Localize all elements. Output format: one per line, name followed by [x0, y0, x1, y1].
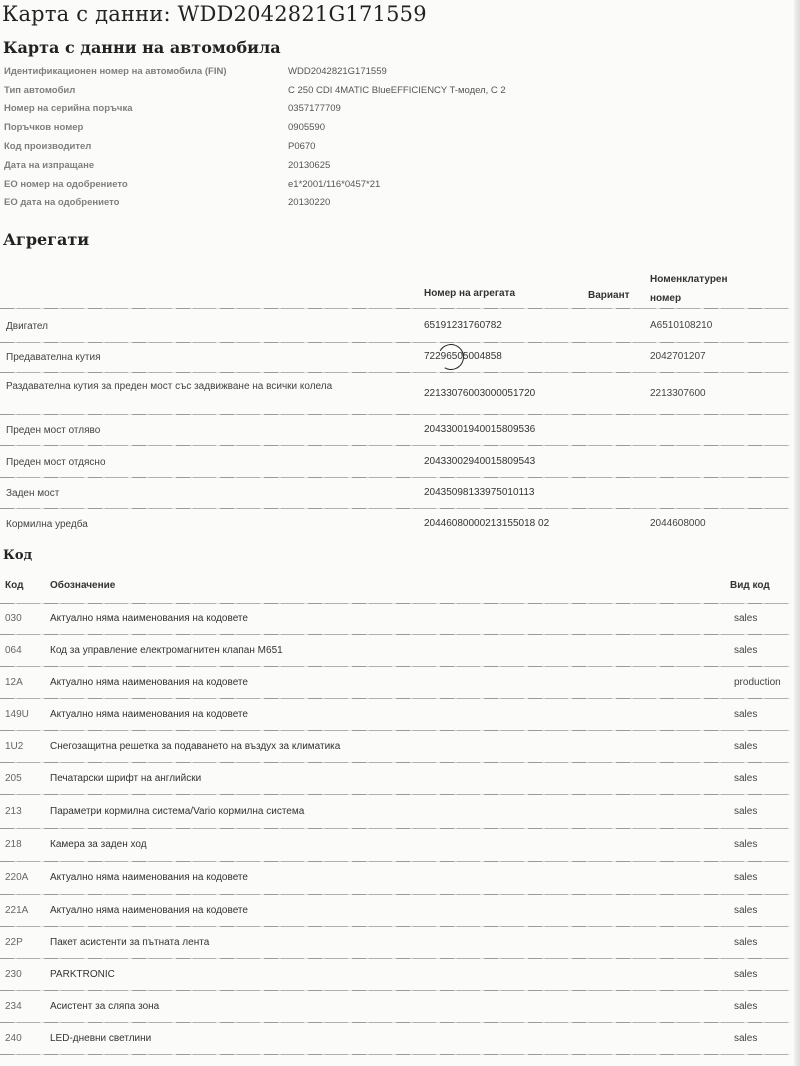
divider	[0, 730, 790, 731]
aggregate-nomenclature: 2042701207	[650, 351, 706, 362]
field-serial-order	[4, 100, 604, 119]
code-type: sales	[734, 905, 758, 916]
code-description: Асистент за сляпа зона	[50, 1001, 160, 1012]
aggregates-header	[0, 264, 796, 304]
code-description: Пакет асистенти за пътната лента	[50, 937, 210, 948]
handwritten-circle-mark	[435, 341, 467, 373]
code-description: Снегозащитна решетка за подаването на въздух за климатика	[50, 741, 341, 752]
code-type: sales	[734, 709, 758, 720]
code-value: 213	[5, 806, 22, 817]
aggregate-number: 20446080000213155018 02	[424, 518, 550, 529]
code-type: sales	[734, 872, 758, 883]
aggregate-name: Кормилна уредба	[6, 519, 88, 530]
code-description: Актуално няма наименования на кодовете	[50, 872, 248, 883]
field-value: WDD2042821G171559	[288, 65, 387, 77]
divider	[0, 894, 790, 895]
code-value: 220A	[5, 872, 29, 883]
code-value: 230	[5, 969, 22, 980]
aggregate-nomenclature: A6510108210	[650, 320, 713, 331]
divider	[0, 1054, 790, 1055]
aggregate-name: Раздавателна кутия за преден мост със задвижване на всички колела	[6, 381, 333, 392]
aggregate-number: 72296505004858	[424, 351, 502, 362]
divider	[0, 445, 790, 446]
document-title: Карта с данни: WDD2042821G171559	[2, 2, 427, 26]
aggregates-title: Агрегати	[3, 230, 90, 249]
code-description: PARKTRONIC	[50, 969, 115, 980]
header-nomenclature	[650, 270, 728, 308]
code-type: sales	[734, 1033, 758, 1044]
field-label: Идентификационен номер на автомобила (FIN)	[4, 65, 227, 77]
code-value: 030	[5, 613, 22, 624]
header-description: Обозначение	[50, 580, 116, 591]
field-value: C 250 CDI 4MATIC BlueEFFICIENCY T-модел, C 2	[288, 84, 506, 96]
code-description: Актуално няма наименования на кодовете	[50, 613, 248, 624]
code-value: 218	[5, 839, 22, 850]
code-description: Актуално няма наименования на кодовете	[50, 905, 248, 916]
divider	[0, 603, 790, 604]
field-ship-date	[4, 156, 604, 175]
divider	[0, 698, 790, 699]
code-type: sales	[734, 969, 758, 980]
divider	[0, 414, 790, 415]
divider	[0, 828, 790, 829]
code-type: sales	[734, 613, 758, 624]
field-value: 20130220	[288, 197, 331, 209]
aggregate-number: 65191231760782	[424, 320, 502, 331]
code-description: Печатарски шрифт на английски	[50, 773, 202, 784]
field-value: e1*2001/116*0457*21	[288, 178, 381, 190]
divider	[0, 861, 790, 862]
field-label: ЕО номер на одобрението	[4, 178, 128, 190]
code-type: sales	[734, 773, 758, 784]
field-value: 20130625	[288, 159, 331, 171]
divider	[0, 1022, 790, 1023]
code-value: 240	[5, 1033, 22, 1044]
code-description: Код за управление електромагнитен клапан M651	[50, 645, 283, 656]
vehicle-fields	[4, 62, 604, 212]
code-value: 221A	[5, 905, 29, 916]
aggregate-nomenclature: 2044608000	[650, 518, 706, 529]
field-label: Тип автомобил	[4, 84, 76, 96]
code-type: sales	[734, 839, 758, 850]
header-nomenclature-line1: Номенклатурен	[650, 274, 728, 285]
field-order-number	[4, 118, 604, 137]
divider	[0, 508, 790, 509]
code-description: Параметри кормилна система/Vario кормилна система	[50, 806, 305, 817]
divider	[0, 794, 790, 795]
field-label: Номер на серийна поръчка	[4, 103, 133, 115]
divider	[0, 666, 790, 667]
code-value: 12A	[5, 677, 23, 688]
code-type: sales	[734, 645, 758, 656]
header-code-type: Вид код	[730, 580, 770, 591]
field-value: 0357177709	[288, 103, 341, 115]
field-approval-number	[4, 175, 604, 194]
aggregate-name: Заден мост	[6, 488, 60, 499]
header-nomenclature-line2: номер	[650, 293, 682, 304]
field-label: Дата на изпращане	[4, 159, 95, 171]
code-value: 234	[5, 1001, 22, 1012]
divider	[0, 958, 790, 959]
aggregate-name: Преден мост отляво	[6, 425, 101, 436]
aggregate-name: Предавателна кутия	[6, 352, 101, 363]
vehicle-card-title: Карта с данни на автомобила	[3, 38, 281, 57]
aggregate-name: Преден мост отдясно	[6, 457, 106, 468]
field-label: Поръчков номер	[4, 122, 84, 134]
divider	[0, 308, 790, 309]
code-description: LED-дневни светлини	[50, 1033, 152, 1044]
field-manufacturer-code	[4, 137, 604, 156]
header-variant: Вариант	[588, 290, 630, 301]
code-description: Актуално няма наименования на кодовете	[50, 709, 248, 720]
field-value: 0905590	[288, 122, 325, 134]
field-approval-date	[4, 194, 604, 213]
aggregate-number: 20433001940015809536	[424, 424, 536, 435]
field-fin	[4, 62, 604, 81]
aggregate-number: 22133076003000051720	[424, 388, 536, 399]
header-aggregate-number: Номер на агрегата	[424, 288, 516, 299]
field-vehicle-type	[4, 81, 604, 100]
field-label: Код производител	[4, 141, 92, 153]
divider	[0, 477, 790, 478]
code-type: sales	[734, 806, 758, 817]
aggregate-name: Двигател	[6, 321, 48, 332]
divider	[0, 342, 790, 343]
aggregate-number: 20435098133975010113	[424, 487, 535, 498]
code-value: 22P	[5, 937, 23, 948]
code-type: sales	[734, 937, 758, 948]
page-edge-shadow	[794, 0, 800, 1066]
codes-title: Код	[3, 548, 33, 563]
code-value: 1U2	[5, 741, 24, 752]
divider	[0, 926, 790, 927]
code-value: 064	[5, 645, 22, 656]
code-value: 149U	[5, 709, 29, 720]
divider	[0, 372, 790, 373]
header-code: Код	[5, 580, 24, 591]
code-type: production	[734, 677, 781, 688]
code-type: sales	[734, 741, 758, 752]
divider	[0, 990, 790, 991]
divider	[0, 762, 790, 763]
divider	[0, 634, 790, 635]
field-value: P0670	[288, 141, 316, 153]
code-type: sales	[734, 1001, 758, 1012]
code-description: Камера за заден ход	[50, 839, 147, 850]
field-label: ЕО дата на одобрението	[4, 197, 120, 209]
code-value: 205	[5, 773, 22, 784]
code-description: Актуално няма наименования на кодовете	[50, 677, 248, 688]
aggregate-nomenclature: 2213307600	[650, 388, 706, 399]
aggregate-number: 20433002940015809543	[424, 456, 536, 467]
